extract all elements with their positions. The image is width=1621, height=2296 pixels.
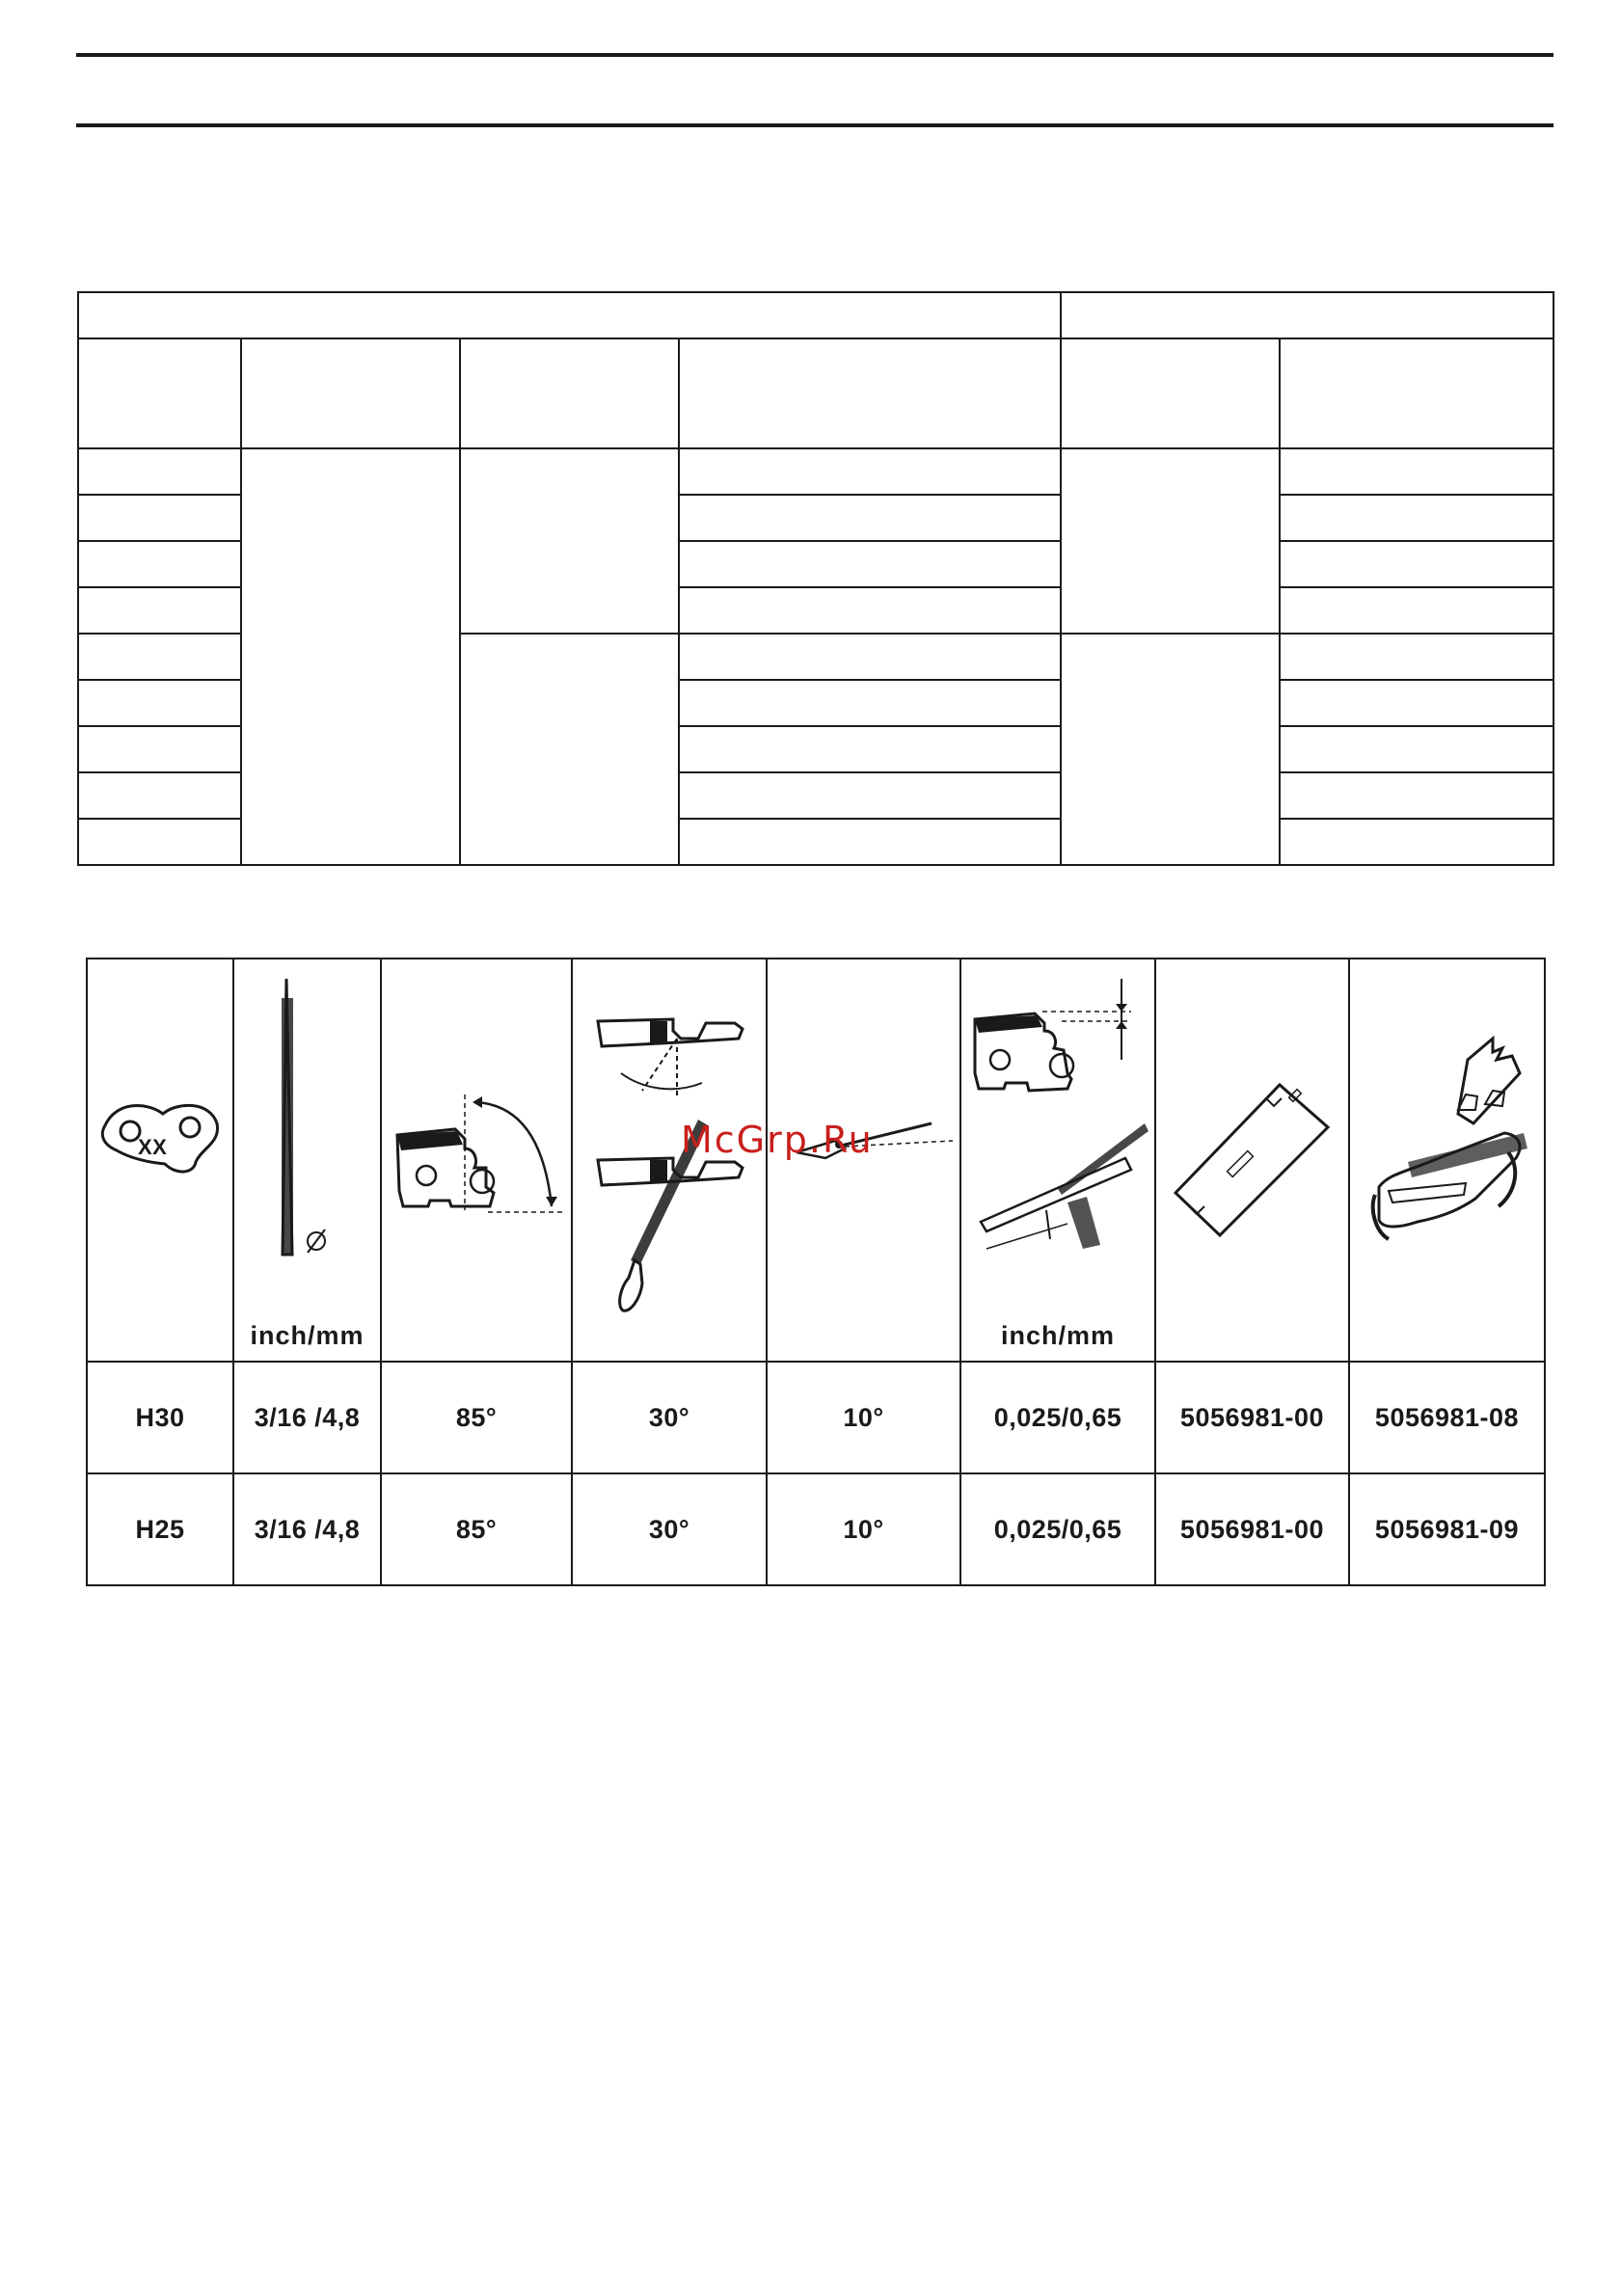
- table-header-cell: [679, 338, 1061, 448]
- table-header-cell: [460, 338, 679, 448]
- top-plate-angle-value: 85°: [381, 1362, 572, 1473]
- table-cell: [1280, 680, 1553, 726]
- depth-gauge-tool-value: 5056981-00: [1155, 1473, 1349, 1585]
- top-plate-angle-icon: [382, 959, 569, 1359]
- table-cell: [78, 680, 241, 726]
- file-holder-angle-value: 30°: [572, 1473, 767, 1585]
- table-cell: [1280, 587, 1553, 634]
- table-header-cell: [241, 338, 460, 448]
- table-header-cell: [1061, 338, 1280, 448]
- table-cell: [1280, 448, 1553, 495]
- chain-cell: H25: [87, 1473, 233, 1585]
- depth-gauge-tool-icon: [1156, 959, 1346, 1359]
- svg-text:XX: XX: [138, 1135, 168, 1159]
- table-cell: [679, 772, 1061, 819]
- depth-gauge-value: 0,025/0,65: [960, 1473, 1155, 1585]
- watermark: McGrp.Ru: [681, 1119, 874, 1161]
- file-diameter-value: 3/16 /4,8: [233, 1473, 381, 1585]
- table-cell: [78, 448, 241, 495]
- chain-link-marking-icon: [88, 959, 230, 1359]
- table-cell: [1280, 541, 1553, 587]
- tilt-angle-value: 10°: [767, 1473, 960, 1585]
- table-cell: [1280, 726, 1553, 772]
- table-cell: [679, 587, 1061, 634]
- file-diameter-unit: inch/mm: [250, 1321, 365, 1350]
- table-cell: [78, 819, 241, 865]
- round-file-icon: [234, 959, 378, 1307]
- table-header-cell: [78, 292, 1061, 338]
- table-cell: [460, 634, 679, 865]
- table-cell: [679, 680, 1061, 726]
- table-cell: [78, 541, 241, 587]
- top-rule-1: [76, 53, 1553, 57]
- depth-gauge-tool-value: 5056981-00: [1155, 1362, 1349, 1473]
- table-cell: [679, 541, 1061, 587]
- bar-chain-table: [77, 291, 1554, 866]
- table-cell: [1280, 495, 1553, 541]
- file-guide-value: 5056981-09: [1349, 1473, 1545, 1585]
- table-cell: [679, 726, 1061, 772]
- table-cell: [460, 448, 679, 634]
- table-cell: [78, 726, 241, 772]
- tilt-angle-value: 10°: [767, 1362, 960, 1473]
- file-diameter-cell: [233, 959, 381, 1362]
- table-cell: [679, 495, 1061, 541]
- table-cell: [679, 634, 1061, 680]
- top-plate-angle-cell: [381, 959, 572, 1362]
- top-plate-angle-value: 85°: [381, 1473, 572, 1585]
- file-guide-value: 5056981-08: [1349, 1362, 1545, 1473]
- table-row: [87, 1362, 1545, 1473]
- table-cell: [241, 448, 460, 865]
- file-guide-cell: [1349, 959, 1545, 1362]
- table-cell: [78, 495, 241, 541]
- table-header-cell: [78, 338, 241, 448]
- table-row: [87, 1473, 1545, 1585]
- depth-gauge-setting-icon: [961, 959, 1152, 1307]
- table-cell: [1280, 634, 1553, 680]
- table-cell: [78, 634, 241, 680]
- table-header-cell: [1280, 338, 1553, 448]
- table-cell: [679, 819, 1061, 865]
- table-cell: [78, 772, 241, 819]
- table-cell: [679, 448, 1061, 495]
- table-cell: [78, 587, 241, 634]
- file-holder-angle-value: 30°: [572, 1362, 767, 1473]
- depth-gauge-tool-cell: [1155, 959, 1349, 1362]
- sharpening-table: [86, 958, 1546, 1586]
- chain-cell: H30: [87, 1362, 233, 1473]
- depth-gauge-value: 0,025/0,65: [960, 1362, 1155, 1473]
- table-cell: [1061, 448, 1280, 634]
- chain-link-marking-cell: [87, 959, 233, 1362]
- top-rule-2: [76, 123, 1553, 127]
- table-header-cell: [1061, 292, 1553, 338]
- table-cell: [1280, 772, 1553, 819]
- table-cell: [1061, 634, 1280, 865]
- depth-gauge-cell: [960, 959, 1155, 1362]
- table-cell: [1280, 819, 1553, 865]
- file-diameter-value: 3/16 /4,8: [233, 1362, 381, 1473]
- depth-gauge-unit: inch/mm: [1000, 1321, 1116, 1350]
- file-guide-icon: [1350, 959, 1542, 1359]
